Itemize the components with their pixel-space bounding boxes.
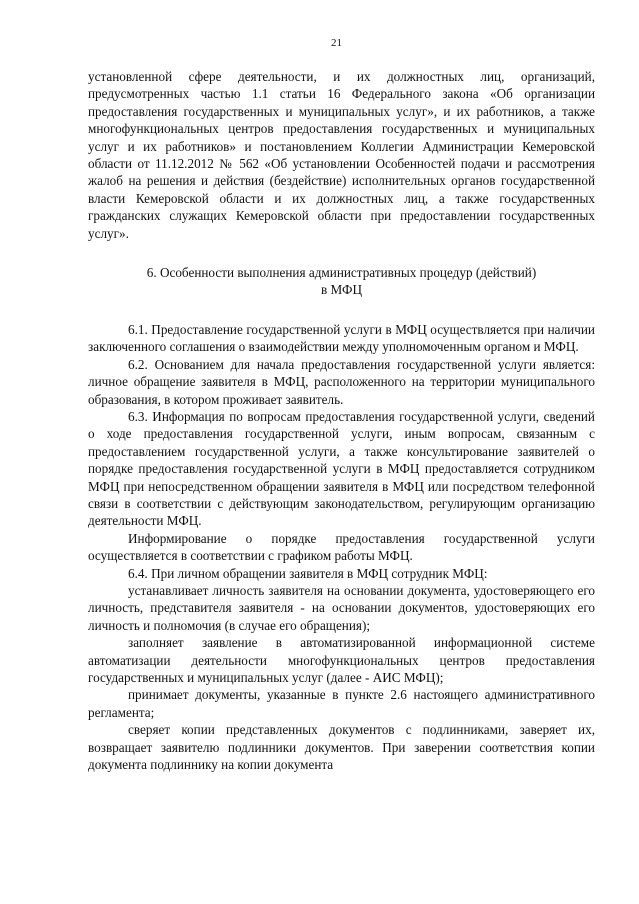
intro-paragraph: установленной сфере деятельности, и их должностных лиц, организаций, предусмотренных частью 1.1 статьи 16 Федерального закона «Об организации предоставления государственных и муниципальных услуг», и их работников, а также многофункциональных центров предоставления государственных и муниципальных услуг и их работников» и постановлением Коллегии Администрации Кемеровской области от 11.12.2012 № 562 «Об установлении Особенностей подачи и рассмотрения жалоб на решения и действия (бездействие) исполнительных органов государственной власти Кемеровской области и их должностных лиц, а также государственных гражданских служащих Кемеровской области при предоставлении государственных услуг». xyxy=(88,69,595,241)
page-number: 21 xyxy=(331,37,342,49)
section-heading-line-2: в МФЦ xyxy=(320,282,363,298)
list-item-identity: устанавливает личность заявителя на основании документа, удостоверяющего его личность, представителя заявителя - на основании документов, удостоверяющих его личность и полномочия (в случае его обращения); xyxy=(88,582,595,633)
list-item-documents: принимает документы, указанные в пункте 2.6 настоящего административного регламента; xyxy=(88,687,595,720)
list-item-application: заполняет заявление в автоматизированной информационной системе автоматизации деятельности многофункциональных центров предоставления государственных и муниципальных услуг (далее - АИС МФЦ); xyxy=(88,635,595,685)
paragraph-informing: Информирование о порядке предоставления государственной услуги осуществляется в соответствии с графиком работы МФЦ. xyxy=(88,530,595,564)
paragraph-6-1: 6.1. Предоставление государственной услуги в МФЦ осуществляется при наличии заключенного соглашения о взаимодействии между уполномоченным органом и МФЦ. xyxy=(88,321,595,355)
section-body xyxy=(88,321,595,774)
section-heading-line-1: 6. Особенности выполнения административных процедур (действий) xyxy=(146,265,537,281)
paragraph-6-4: 6.4. При личном обращении заявителя в МФЦ сотрудник МФЦ: xyxy=(128,565,488,581)
paragraph-6-3: 6.3. Информация по вопросам предоставления государственной услуги, сведений о ходе предоставления государственной услуги, иным вопросам, связанным с предоставлением государственной услуги, а также консультирование заявителей о порядке предоставления государственной услуги в МФЦ предоставляется сотрудником МФЦ при непосредственном обращении заявителя в МФЦ или посредством телефонной связи в соответствии с действующим законодательством, регулирующим организацию деятельности МФЦ. xyxy=(88,408,595,529)
intro-block xyxy=(88,68,595,242)
list-item-copies: сверяет копии представленных документов с подлинниками, заверяет их, возвращает заявителю подлинники документов. При заверении соответствия копии документа подлиннику на копии документа xyxy=(88,722,595,773)
paragraph-6-2: 6.2. Основанием для начала предоставления государственной услуги является: личное обращение заявителя в МФЦ, расположенного на территории муниципального образования, в котором проживает заявитель. xyxy=(88,356,595,407)
section-heading xyxy=(88,264,595,299)
